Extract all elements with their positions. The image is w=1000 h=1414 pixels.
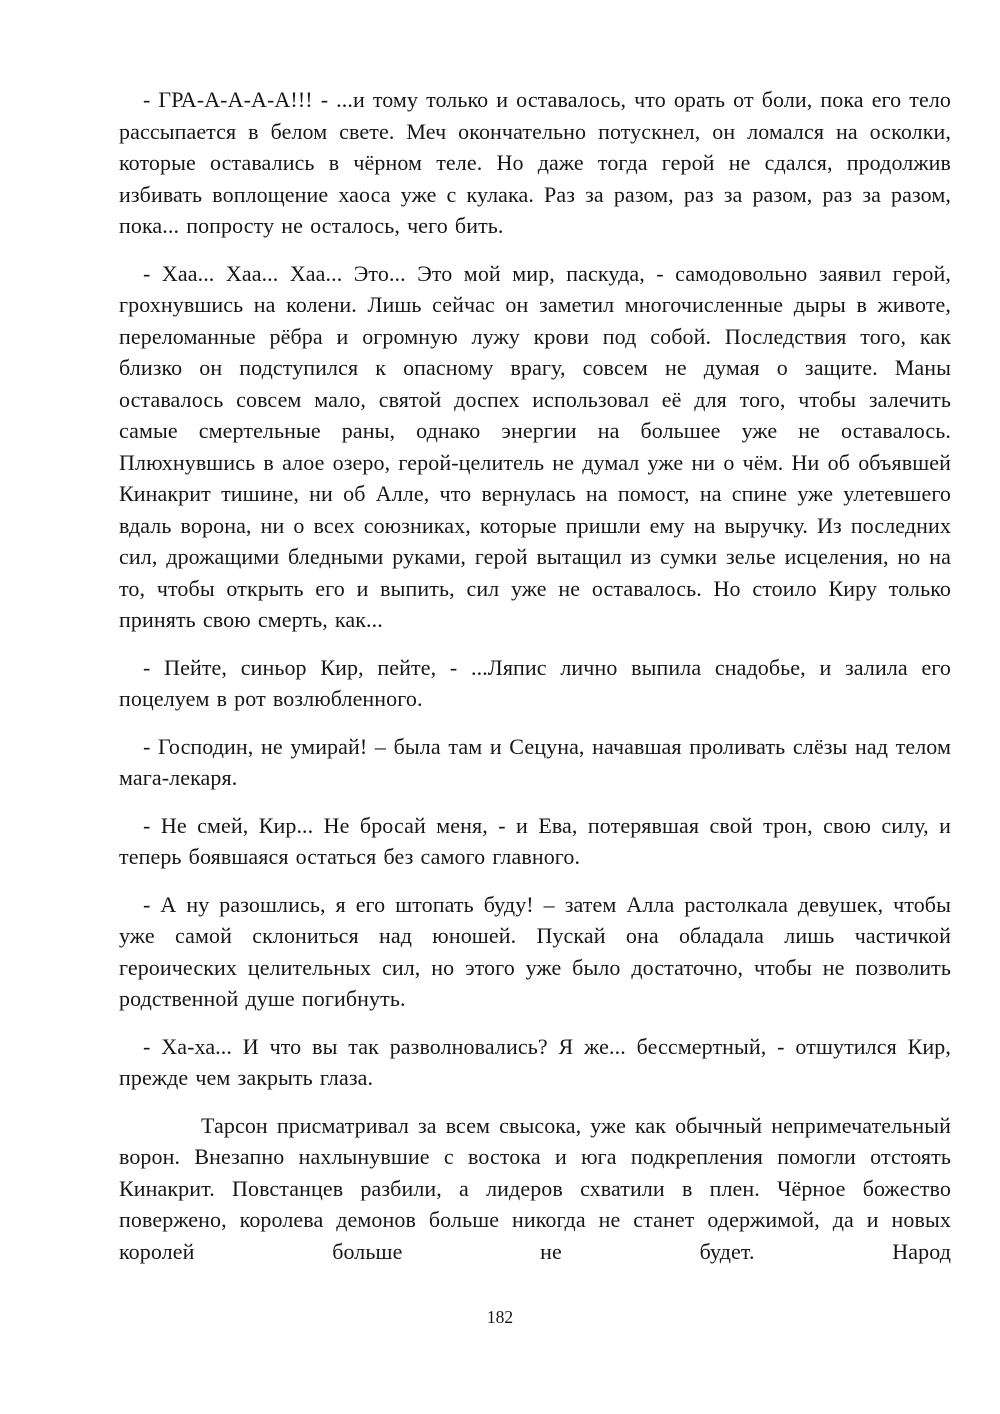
- paragraph-dialogue-6: - А ну разошлись, я его штопать буду! – затем Алла растолкала девушек, чтобы уже самой склониться над юношей. Пускай она обладала лишь частичкой героических целительных сил, но этого уже было достаточно, чтобы не позволить родственной душе погибнуть.: [119, 891, 951, 1011]
- paragraph-dialogue-3: - Пейте, синьор Кир, пейте, - ...Ляпис лично выпила снадобье, и залила его поцелуем в рот возлюбленного.: [119, 654, 951, 711]
- page-number: 182: [486, 1307, 514, 1327]
- paragraph-dialogue-2: - Хаа... Хаа... Хаа... Это... Это мой мир, паскуда, - самодовольно заявил герой, грохнувшись на колени. Лишь сейчас он заметил многочисленные дыры в животе, переломанные рёбра и огромную лужу крови под собой. Последствия того, как близко он подступился к опасному врагу, совсем не думая о защите. Маны оставалось совсем мало, святой доспех использовал её для того, чтобы залечить самые смертельные раны, однако энергии на большее уже не оставалось. Плюхнувшись в алое озеро, герой-целитель не думал уже ни о чём. Ни об объявшей Кинакрит тишине, ни об Алле, что вернулась на помост, на спине уже улетевшего вдаль ворона, ни о всех союзниках, которые пришли ему на выручку. Из последних сил, дрожащими бледными руками, герой вытащил из сумки зелье исцеления, но на то, чтобы открыть его и выпить, сил уже не оставалось. Но стоило Киру только принять свою смерть, как...: [119, 260, 951, 632]
- paragraph-dialogue-5: - Не смей, Кир... Не бросай меня, - и Ева, потерявшая свой трон, свою силу, и теперь боявшаяся остаться без самого главного.: [119, 812, 951, 869]
- text-block: [119, 84, 951, 1283]
- paragraph-dialogue-1: - ГРА-А-А-А-А!!! - ...и тому только и оставалось, что орать от боли, пока его тело рассыпается в белом свете. Меч окончательно потускнел, он ломался на осколки, которые оставались в чёрном теле. Но даже тогда герой не сдался, продолжив избивать воплощение хаоса уже с кулака. Раз за разом, раз за разом, раз за разом, пока... попросту не осталось, чего бить.: [119, 87, 951, 238]
- paragraph-narration: Тарсон присматривал за всем свысока, уже как обычный непримечательный ворон. Внезапно нахлынувшие с востока и юга подкрепления помогли отстоять Кинакрит. Повстанцев разбили, а лидеров схватили в плен. Чёрное божество повержено, королева демонов больше никогда не станет одержимой, да и новых королей больше не будет. Народ: [119, 1112, 951, 1264]
- paragraph-dialogue-7: - Ха-ха... И что вы так разволновались? Я же... бессмертный, - отшутился Кир, прежде чем закрыть глаза.: [119, 1033, 951, 1090]
- paragraph-dialogue-4: - Господин, не умирай! – была там и Сецуна, начавшая проливать слёзы над телом мага-лекаря.: [119, 733, 951, 790]
